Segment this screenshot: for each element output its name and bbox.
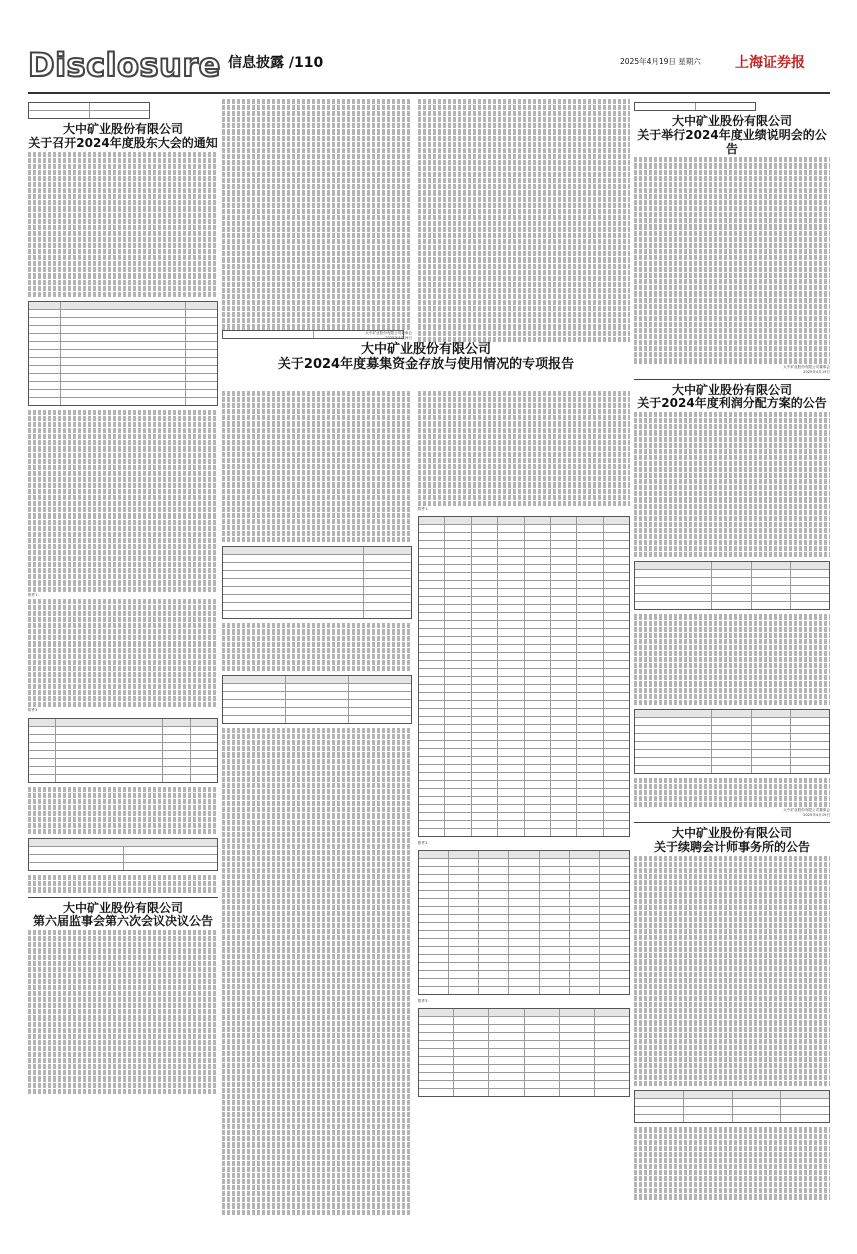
column-3 — [418, 98, 630, 343]
notice-company: 大中矿业股份有限公司 — [671, 382, 792, 397]
attachment-label: 附件1： — [418, 506, 432, 511]
fund-usage-table-2 — [418, 850, 630, 995]
registration-table — [28, 838, 218, 871]
divider — [28, 897, 218, 898]
divider — [634, 822, 830, 823]
body-text — [28, 875, 218, 892]
body-text — [222, 391, 412, 542]
section-title: 信息披露 /110 — [228, 55, 324, 71]
notice-title: 关于2024年度募集资金存放与使用情况的专项报告 — [277, 356, 575, 372]
notice-company: 大中矿业股份有限公司 — [360, 342, 491, 357]
masthead — [0, 0, 857, 88]
bank-account-table — [222, 675, 412, 724]
column-2 — [222, 98, 412, 341]
signature-company: 大中矿业股份有限公司董事会 — [783, 364, 830, 369]
body-text — [418, 99, 630, 342]
notice-title: 关于举行2024年度业绩说明会的公告 — [637, 127, 827, 156]
header-box — [634, 102, 756, 111]
fund-usage-table-1 — [418, 516, 630, 837]
notice-title: 关于续聘会计师事务所的公告 — [653, 840, 810, 855]
body-text — [28, 599, 218, 708]
header-box — [222, 330, 404, 339]
body-text — [634, 412, 830, 557]
notice-title: 关于2024年度利润分配方案的公告 — [637, 396, 827, 411]
notice-company: 大中矿业股份有限公司 — [671, 114, 792, 128]
notice-company: 大中矿业股份有限公司 — [62, 122, 183, 136]
signature-date: 2025年4月19日 — [803, 369, 830, 374]
notice-title: 第六届监事会第六次会议决议公告 — [32, 914, 213, 929]
proxy-table — [28, 718, 218, 783]
dividend-table — [634, 561, 830, 610]
brand-wordmark: Disclosure — [28, 46, 221, 84]
auditor-table — [634, 1090, 830, 1123]
issue-date: 2025年4月19日 星期六 — [620, 57, 701, 66]
body-text — [418, 391, 630, 506]
body-text — [222, 99, 412, 330]
column-4 — [634, 98, 830, 1201]
signature — [634, 365, 830, 375]
body-text — [634, 1127, 830, 1199]
notice-title: 关于召开2024年度股东大会的通知 — [28, 135, 218, 150]
column-3-lower — [418, 390, 630, 1101]
attachment-label: 附件3： — [418, 998, 432, 1003]
notice-company: 大中矿业股份有限公司 — [671, 826, 792, 841]
header-box — [28, 102, 150, 119]
signature-date: 2025年4月19日 — [385, 335, 412, 340]
body-text — [28, 787, 218, 835]
body-text — [222, 623, 412, 671]
financial-table — [634, 709, 830, 774]
attachment-label: 附件1： — [28, 592, 42, 597]
fund-usage-table-3 — [418, 1008, 630, 1097]
signature-date: 2025年4月19日 — [803, 813, 830, 818]
signature — [634, 808, 830, 818]
body-text — [28, 930, 218, 1094]
body-text — [634, 157, 830, 363]
body-text — [222, 728, 412, 1215]
newspaper-name: 上海证券报 — [735, 55, 805, 71]
body-text — [634, 614, 830, 704]
column-2-lower — [222, 390, 412, 1216]
body-text — [28, 410, 218, 592]
attachment-label: 附件2： — [28, 708, 42, 713]
fund-balance-table — [222, 546, 412, 619]
header-rule — [28, 92, 830, 94]
signature-company: 大中矿业股份有限公司董事会 — [783, 808, 830, 813]
body-text — [634, 856, 830, 1087]
divider — [634, 379, 830, 380]
notice-company: 大中矿业股份有限公司 — [62, 900, 183, 915]
column-1 — [28, 98, 218, 1095]
body-text — [28, 152, 218, 297]
body-text — [634, 778, 830, 807]
signature-company: 大中矿业股份有限公司董事会 — [365, 330, 412, 335]
attachment-label: 附件2： — [418, 840, 432, 845]
proposal-table — [28, 301, 218, 406]
